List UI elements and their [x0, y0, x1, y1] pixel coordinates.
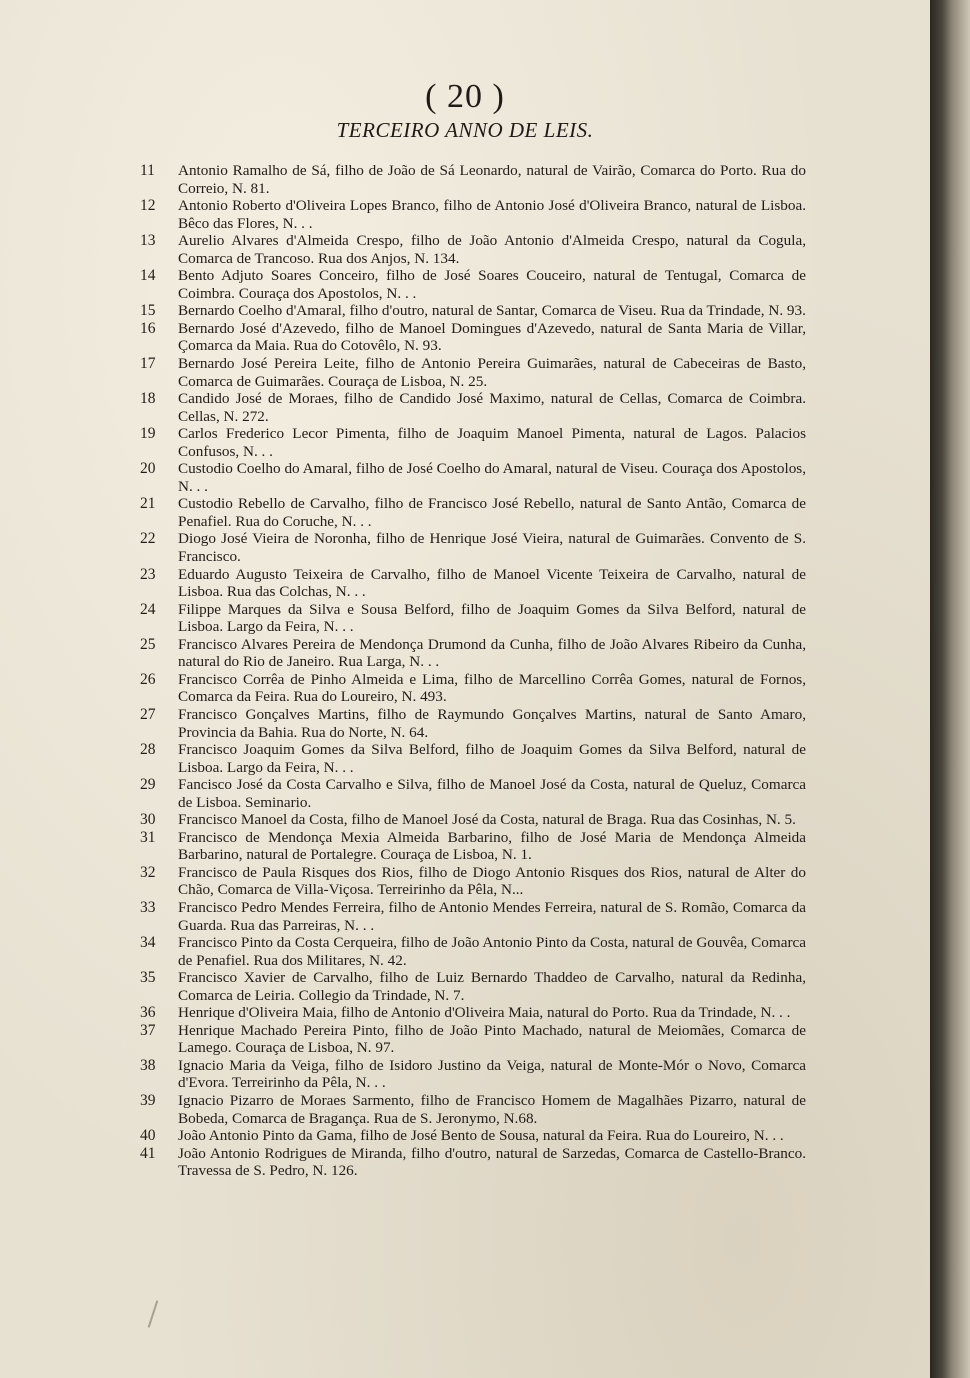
book-gutter [930, 0, 970, 1378]
entry-text: Francisco de Mendonça Mexia Almeida Barbarino, filho de José Maria de Mendonça Almeida Barbarino, natural de Portalegre. Couraça de Lisboa, N. 1. [178, 828, 806, 864]
list-item [140, 355, 806, 390]
list-item [140, 1144, 806, 1180]
list-item [140, 969, 806, 1004]
entry-number: 13 [140, 232, 156, 250]
entry-number: 29 [140, 776, 156, 794]
list-item [140, 1056, 806, 1092]
entry-number: 25 [140, 635, 156, 653]
entry-number: 11 [140, 162, 155, 179]
list-item [140, 863, 806, 899]
list-item [140, 319, 806, 355]
entry-number: 12 [140, 197, 156, 215]
entry-number: 17 [140, 355, 156, 373]
entry-number: 23 [140, 565, 156, 583]
entry-number: 16 [140, 319, 156, 337]
entry-text: João Antonio Rodrigues de Miranda, filho d'outro, natural de Sarzedas, Comarca de Castello-Branco. Travessa de S. Pedro, N. 126. [178, 1144, 806, 1180]
list-item [140, 495, 806, 530]
entry-number: 20 [140, 460, 156, 478]
entry-text: Aurelio Alvares d'Almeida Crespo, filho de João Antonio d'Almeida Crespo, natural da Cogula, Comarca de Trancoso. Rua dos Anjos, N. 134. [178, 232, 806, 267]
entry-number: 18 [140, 390, 156, 408]
entry-text: Francisco Manoel da Costa, filho de Manoel José da Costa, natural de Braga. Rua das Cosinhas, N. 5. [178, 811, 796, 829]
entry-number: 40 [140, 1127, 156, 1145]
pencil-mark [148, 1300, 159, 1327]
list-item [140, 741, 806, 776]
list-item [140, 162, 806, 197]
list-item [140, 828, 806, 864]
entry-text: Antonio Ramalho de Sá, filho de João de Sá Leonardo, natural de Vairão, Comarca do Porto. Rua do Correio, N. 81. [178, 162, 806, 197]
entry-number: 21 [140, 495, 156, 513]
entry-number: 27 [140, 705, 156, 723]
entry-text: Henrique Machado Pereira Pinto, filho de João Pinto Machado, natural de Meiomães, Comarca de Lamego. Couraça de Lisboa, N. 97. [178, 1021, 806, 1057]
entry-text: Fancisco José da Costa Carvalho e Silva, filho de Manoel José da Costa, natural de Queluz, Comarca de Lisboa. Seminario. [178, 776, 806, 811]
entry-text: Bernardo José Pereira Leite, filho de Antonio Pereira Guimarães, natural de Cabeceiras de Basto, Comarca de Guimarães. Couraça de Lisboa, N. 25. [178, 355, 806, 390]
entry-number: 33 [140, 898, 156, 916]
entry-number: 34 [140, 934, 156, 952]
list-item [140, 1091, 806, 1127]
list-item [140, 530, 806, 566]
entry-text: Henrique d'Oliveira Maia, filho de Antonio d'Oliveira Maia, natural do Porto. Rua da Trindade, N. . . [178, 1004, 791, 1022]
entry-number: 14 [140, 267, 156, 285]
entry-text: Francisco Pedro Mendes Ferreira, filho de Antonio Mendes Ferreira, natural de S. Romão, Comarca da Guarda. Rua das Parreiras, N. . . [178, 898, 806, 934]
entry-text: Francisco Corrêa de Pinho Almeida e Lima, filho de Marcellino Corrêa Gomes, natural de Fornos, Comarca da Feira. Rua do Loureiro, N. 493. [178, 670, 806, 706]
entry-text: Custodio Coelho do Amaral, filho de José Coelho do Amaral, natural de Viseu. Couraça dos Apostolos, N. . . [178, 460, 806, 495]
entry-text: Carlos Frederico Lecor Pimenta, filho de Joaquim Manoel Pimenta, natural de Lagos. Palacios Confusos, N. . . [178, 425, 806, 460]
entry-text: Custodio Rebello de Carvalho, filho de Francisco José Rebello, natural de Santo Antão, Comarca de Penafiel. Rua do Coruche, N. . . [178, 495, 806, 530]
entry-number: 35 [140, 969, 156, 987]
entry-text: Bernardo Coelho d'Amaral, filho d'outro, natural de Santar, Comarca de Viseu. Rua da Trindade, N. 93. [178, 302, 806, 320]
entry-number: 19 [140, 425, 156, 443]
page-number: ( 20 ) [425, 78, 505, 115]
entry-text: Francisco Gonçalves Martins, filho de Raymundo Gonçalves Martins, natural de Santo Amaro, Provincia da Bahia. Rua do Norte, N. 64. [178, 705, 806, 741]
list-item [140, 267, 806, 302]
list-item [140, 1127, 806, 1145]
entry-text: Francisco Alvares Pereira de Mendonça Drumond da Cunha, filho de João Alvares Ribeiro da Cunha, natural do Rio de Janeiro. Rua Larga, N. . . [178, 635, 806, 671]
list-item [140, 1004, 806, 1022]
entry-text: Antonio Roberto d'Oliveira Lopes Branco, filho de Antonio José d'Oliveira Branco, natural de Lisboa. Bêco das Flores, N. . . [178, 197, 806, 232]
entry-text: Bento Adjuto Soares Conceiro, filho de José Soares Couceiro, natural de Tentugal, Comarca de Coimbra. Couraça dos Apostolos, N. . . [178, 267, 806, 302]
section-heading: TERCEIRO ANNO DE LEIS. [336, 118, 594, 142]
list-item [140, 460, 806, 495]
entry-number: 37 [140, 1021, 156, 1039]
entry-number: 26 [140, 670, 156, 688]
entry-number: 15 [140, 302, 156, 320]
entry-text: Filippe Marques da Silva e Sousa Belford, filho de Joaquim Gomes da Silva Belford, natural de Lisboa. Largo da Feira, N. . . [178, 600, 806, 636]
list-item [140, 565, 806, 601]
entry-number: 36 [140, 1004, 156, 1022]
entry-text: Candido José de Moraes, filho de Candido José Maximo, natural de Cellas, Comarca de Coimbra. Cellas, N. 272. [178, 390, 806, 425]
list-item [140, 600, 806, 636]
entry-text: Francisco Joaquim Gomes da Silva Belford, filho de Joaquim Gomes da Silva Belford, natural de Lisboa. Largo da Feira, N. . . [178, 741, 806, 776]
entry-text: Eduardo Augusto Teixeira de Carvalho, filho de Manoel Vicente Teixeira de Carvalho, natural de Lisboa. Rua das Colchas, N. . . [178, 565, 806, 601]
entry-text: Francisco Pinto da Costa Cerqueira, filho de João Antonio Pinto da Costa, natural de Gouvêa, Comarca de Penafiel. Rua dos Militares, N. 42. [178, 934, 806, 969]
list-item [140, 390, 806, 425]
entry-text: Ignacio Maria da Veiga, filho de Isidoro Justino da Veiga, natural de Monte-Mór o Novo, Comarca d'Evora. Terreirinho da Pêla, N. . . [178, 1056, 806, 1092]
entry-number: 24 [140, 600, 156, 618]
list-item [140, 232, 806, 267]
list-item [140, 1021, 806, 1057]
entry-text: Francisco de Paula Risques dos Rios, filho de Diogo Antonio Risques dos Rios, natural de Alter do Chão, Comarca de Villa-Viçosa. Terreirinho da Pêla, N... [178, 863, 806, 899]
entry-number: 38 [140, 1056, 156, 1074]
entry-number: 32 [140, 863, 156, 881]
entry-text: Bernardo José d'Azevedo, filho de Manoel Domingues d'Azevedo, natural de Santa Maria de Villar, Çomarca da Maia. Rua do Cotovêlo, N. 93. [178, 319, 806, 355]
entry-text: Diogo José Vieira de Noronha, filho de Henrique José Vieira, natural de Guimarães. Convento de S. Francisco. [178, 530, 806, 566]
list-item [140, 705, 806, 741]
list-item [140, 934, 806, 969]
list-item [140, 197, 806, 232]
entry-number: 39 [140, 1091, 156, 1109]
entry-number: 31 [140, 828, 156, 846]
entry-text: Ignacio Pizarro de Moraes Sarmento, filho de Francisco Homem de Magalhães Pizarro, natural de Bobeda, Comarca de Bragança. Rua de S. Jeronymo, N.68. [178, 1091, 806, 1127]
list-item [140, 670, 806, 706]
student-list [140, 162, 806, 1180]
list-item [140, 776, 806, 811]
entry-text: Francisco Xavier de Carvalho, filho de Luiz Bernardo Thaddeo de Carvalho, natural da Redinha, Comarca de Leiria. Collegio da Trindade, N. 7. [178, 969, 806, 1004]
list-item [140, 811, 806, 829]
list-item [140, 425, 806, 460]
list-item [140, 635, 806, 671]
entry-number: 22 [140, 530, 156, 548]
entry-text: João Antonio Pinto da Gama, filho de José Bento de Sousa, natural da Feira. Rua do Loureiro, N. . . [178, 1127, 784, 1145]
list-item [140, 898, 806, 934]
entry-number: 28 [140, 741, 156, 759]
entry-number: 41 [140, 1144, 156, 1162]
entry-number: 30 [140, 811, 156, 829]
list-item [140, 302, 806, 320]
